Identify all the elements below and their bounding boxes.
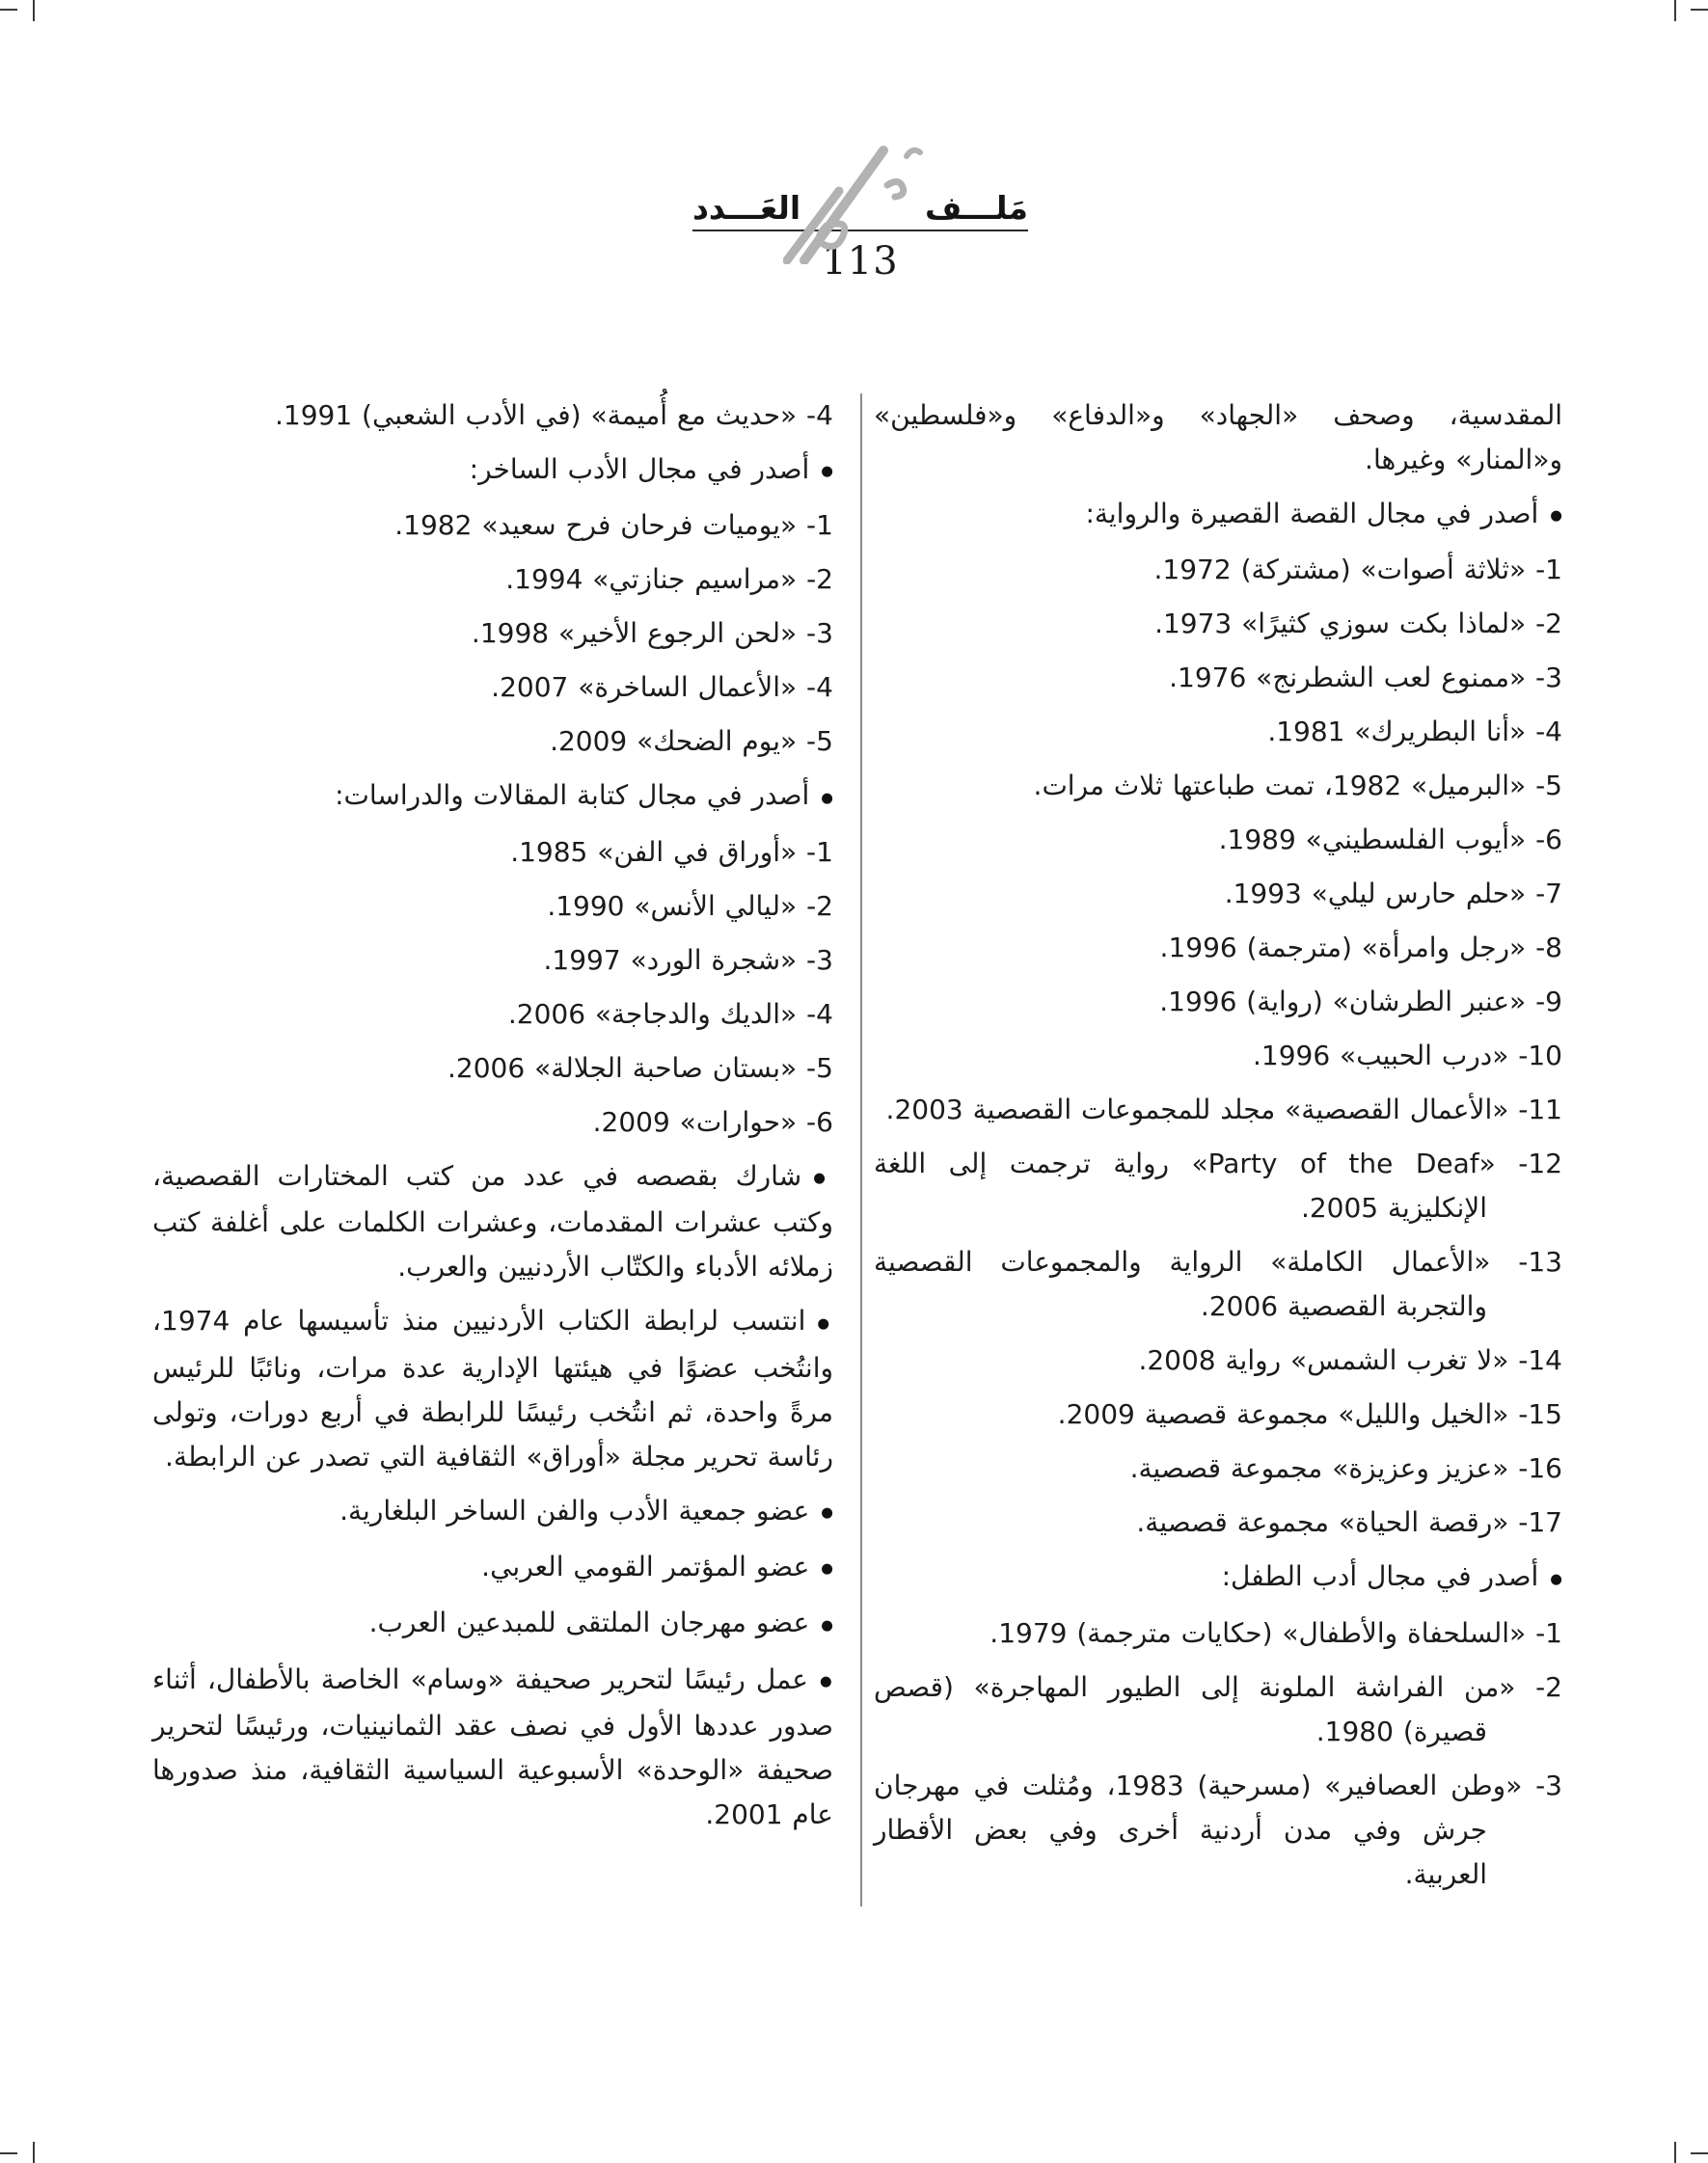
numbered-item: [152, 1100, 833, 1145]
paragraph-text: 1- «السلحفاة والأطفال» (حكايات مترجمة) 1979.: [990, 1616, 1562, 1649]
bullet-paragraph: [152, 1154, 833, 1289]
paragraph-text: 3- «ممنوع لعب الشطرنج» 1976.: [1169, 662, 1562, 694]
paragraph-text: 6- «أيوب الفلسطيني» 1989.: [1218, 824, 1562, 856]
numbered-item: [874, 710, 1562, 754]
paragraph: [874, 393, 1562, 482]
paragraph-text: 6- «حوارات» 2009.: [592, 1105, 833, 1138]
numbered-item: [152, 393, 833, 438]
paragraph-text: أصدر في مجال كتابة المقالات والدراسات:: [335, 779, 810, 812]
crop-mark: [1674, 2142, 1676, 2163]
numbered-item: [874, 656, 1562, 700]
bullet-icon: ●: [821, 1560, 833, 1578]
masthead-word-file: مَلـــف: [924, 189, 1028, 227]
crop-mark: [1691, 9, 1708, 11]
paragraph-text: 5- «يوم الضحك» 2009.: [550, 725, 833, 758]
crop-mark: [1691, 2152, 1708, 2154]
numbered-item: [152, 884, 833, 929]
numbered-item: [874, 1392, 1562, 1437]
paragraph-text: 5- «البرميل» 1982، تمت طباعتها ثلاث مرات.: [1033, 770, 1562, 802]
bullet-icon: ●: [1550, 507, 1562, 525]
paragraph-text: 4- «الديك والدجاجة» 2006.: [507, 997, 833, 1030]
bullet-paragraph: [152, 1299, 833, 1478]
paragraph-text: عضو مهرجان الملتقى للمبدعين العرب.: [368, 1607, 810, 1639]
paragraph-text: 4- «الأعمال الساخرة» 2007.: [491, 671, 833, 704]
numbered-item: [874, 980, 1562, 1024]
text-columns: [152, 393, 1562, 1906]
page-number: 113: [822, 239, 899, 284]
bullet-paragraph: [152, 1545, 833, 1591]
bullet-paragraph: [874, 492, 1562, 538]
numbered-item: [874, 1764, 1562, 1897]
bullet-icon: ●: [821, 789, 833, 806]
crop-mark: [0, 2152, 17, 2154]
paragraph-text: 13- «الأعمال الكاملة» الرواية والمجموعات القصصية والتجربة القصصية 2006.: [874, 1246, 1562, 1323]
paragraph-text: أصدر في مجال أدب الطفل:: [1221, 1560, 1539, 1593]
paragraph-text: 3- «شجرة الورد» 1997.: [543, 943, 833, 976]
paragraph-text: 1- «أوراق في الفن» 1985.: [510, 835, 833, 868]
crop-mark: [33, 2142, 35, 2163]
numbered-item: [152, 992, 833, 1037]
numbered-item: [874, 1338, 1562, 1383]
column-left: [152, 393, 833, 1906]
section-masthead: [692, 143, 1028, 231]
page-header: [692, 143, 1028, 284]
paragraph-text: عمل رئيسًا لتحرير صحيفة «وسام» الخاصة بالأطفال، أثناء صدور عددها الأول في نصف عقد الثمانينيات، ورئيسًا لتحرير صحيفة «الوحدة» الأسبوعية السياسية الثقافية، منذ صدورها عام 2001.: [152, 1663, 833, 1831]
numbered-item: [874, 1447, 1562, 1491]
bullet-paragraph: [874, 1555, 1562, 1601]
numbered-item: [874, 1088, 1562, 1132]
numbered-item: [874, 926, 1562, 970]
bullet-paragraph: [152, 773, 833, 820]
numbered-item: [152, 719, 833, 764]
paragraph-text: 2- «لماذا بكت سوزي كثيرًا» 1973.: [1154, 608, 1562, 640]
numbered-item: [874, 602, 1562, 646]
numbered-item: [874, 818, 1562, 862]
paragraph-text: 7- «حلم حارس ليلي» 1993.: [1224, 878, 1562, 910]
numbered-item: [152, 1046, 833, 1091]
numbered-item: [152, 611, 833, 656]
masthead-word-issue: العَـــدد: [692, 189, 801, 227]
numbered-item: [152, 938, 833, 983]
bullet-paragraph: [152, 1489, 833, 1535]
paragraph-text: 15- «الخيل والليل» مجموعة قصصية 2009.: [1057, 1398, 1562, 1431]
numbered-item: [874, 764, 1562, 808]
numbered-item: [152, 665, 833, 710]
numbered-item: [874, 1501, 1562, 1545]
paragraph-text: 3- «وطن العصافير» (مسرحية) 1983، ومُثلت في مهرجان جرش وفي مدن أردنية أخرى وفي بعض الأقطار العربية.: [874, 1769, 1562, 1890]
paragraph-text: 2- «من الفراشة الملونة إلى الطيور المهاجرة» (قصص قصيرة) 1980.: [874, 1670, 1562, 1747]
paragraph-text: انتسب لرابطة الكتاب الأردنيين منذ تأسيسها عام 1974، وانتُخب عضوًا في هيئتها الإدارية عدة مرات، ونائبًا للرئيس مرةً واحدة، ثم انتُخب رئيسًا للرابطة في أربع دورات، وتولى رئاسة تحرير مجلة «أوراق» الثقافية التي تصدر عن الرابطة.: [152, 1305, 833, 1473]
numbered-item: [874, 872, 1562, 916]
bullet-paragraph: [152, 1601, 833, 1647]
paragraph-text: 8- «رجل وامرأة» (مترجمة) 1996.: [1159, 932, 1562, 964]
numbered-item: [874, 1034, 1562, 1078]
bullet-paragraph: [152, 1658, 833, 1837]
paragraph-text: 9- «عنبر الطرشان» (رواية) 1996.: [1159, 986, 1562, 1018]
paragraph-text: 3- «لحن الرجوع الأخير» 1998.: [471, 617, 833, 650]
numbered-item: [874, 1240, 1562, 1329]
numbered-item: [152, 557, 833, 602]
crop-mark: [33, 0, 35, 21]
paragraph-text: أصدر في مجال القصة القصيرة والرواية:: [1085, 498, 1539, 529]
paragraph-text: 5- «بستان صاحبة الجلالة» 2006.: [447, 1051, 833, 1084]
paragraph-text: عضو جمعية الأدب والفن الساخر البلغارية.: [339, 1494, 810, 1527]
bullet-icon: ●: [821, 1616, 833, 1634]
bullet-icon: ●: [820, 1673, 833, 1690]
paragraph-text: 2- «ليالي الأنس» 1990.: [547, 889, 833, 922]
paragraph-text: 16- «عزيز وعزيزة» مجموعة قصصية.: [1129, 1452, 1562, 1485]
crop-mark: [1674, 0, 1676, 21]
paragraph-text: 1- «ثلاثة أصوات» (مشتركة) 1972.: [1153, 554, 1562, 586]
crop-mark: [0, 9, 17, 11]
numbered-item: [152, 830, 833, 875]
bullet-icon: ●: [821, 463, 833, 480]
paragraph-text: 11- «الأعمال القصصية» مجلد للمجموعات القصصية 2003.: [885, 1094, 1562, 1126]
bullet-icon: ●: [821, 1503, 833, 1521]
paragraph-text: المقدسية، وصحف «الجهاد» و«الدفاع» و«فلسطين» و«المنار» وغيرها.: [874, 399, 1562, 475]
numbered-item: [152, 503, 833, 548]
numbered-item: [874, 548, 1562, 592]
bullet-icon: ●: [1550, 1570, 1562, 1587]
bullet-paragraph: [152, 447, 833, 494]
paragraph-text: 4- «حديث مع أُميمة» (في الأدب الشعبي) 1991.: [274, 399, 833, 431]
paragraph-text: 10- «درب الحبيب» 1996.: [1252, 1040, 1562, 1072]
paragraph-text: 1- «يوميات فرحان فرح سعيد» 1982.: [394, 509, 833, 542]
paragraph-text: 14- «لا تغرب الشمس» رواية 2008.: [1138, 1344, 1562, 1377]
paragraph-text: 2- «مراسيم جنازتي» 1994.: [505, 563, 833, 596]
paragraph-text: أصدر في مجال الأدب الساخر:: [469, 453, 810, 485]
paragraph-text: عضو المؤتمر القومي العربي.: [481, 1550, 810, 1582]
paragraph-text: شارك بقصصه في عدد من كتب المختارات القصصية، وكتب عشرات المقدمات، وعشرات الكلمات على أغلفة كتب زملائه الأدباء والكتّاب الأردنيين والعرب.: [152, 1159, 833, 1284]
column-right: [860, 393, 1562, 1906]
numbered-item: [874, 1142, 1562, 1230]
numbered-item: [874, 1611, 1562, 1656]
paragraph-text: 17- «رقصة الحياة» مجموعة قصصية.: [1136, 1506, 1562, 1539]
bullet-icon: ●: [813, 1170, 833, 1187]
paragraph-text: 4- «أنا البطريرك» 1981.: [1267, 716, 1562, 748]
bullet-icon: ●: [817, 1314, 833, 1332]
paragraph-text: 12- «Party of the Deaf» رواية ترجمت إلى اللغة الإنكليزية 2005.: [874, 1148, 1563, 1225]
numbered-item: [874, 1665, 1562, 1754]
